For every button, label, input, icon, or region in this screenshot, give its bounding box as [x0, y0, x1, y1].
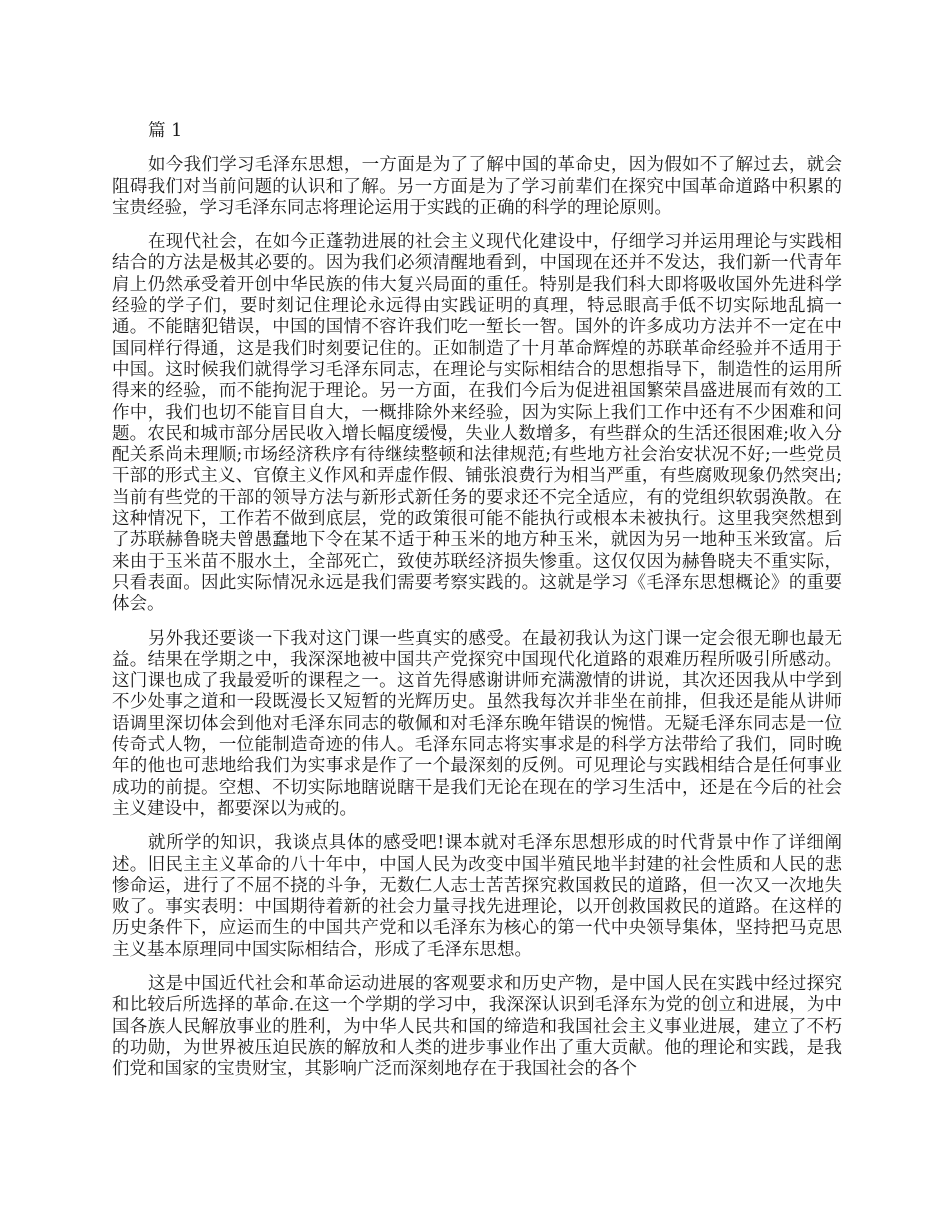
paragraph-5: 这是中国近代社会和革命运动进展的客观要求和历史产物，是中国人民在实践中经过探究和比较后所选择的革命.在这一个学期的学习中，我深深认识到毛泽东为党的创立和进展，为中国各族人民解放事业的胜利，为中华人民共和国的缔造和我国社会主义事业进展，建立了不朽的功勋，为世界被压迫民族的解放和人类的进步事业作出了重大贡献。他的理论和实践，是我们党和国家的宝贵财宝，其影响广泛而深刻地存在于我国社会的各个	[112, 973, 842, 1080]
paragraph-1: 如今我们学习毛泽东思想，一方面是为了了解中国的革命史，因为假如不了解过去，就会阻碍我们对当前问题的认识和了解。另一方面是为了学习前辈们在探究中国革命道路中积累的宝贵经验，学习毛泽东同志将理论运用于实践的正确的科学的理论原则。	[112, 155, 842, 218]
paragraph-3: 另外我还要谈一下我对这门课一些真实的感受。在最初我认为这门课一定会很无聊也最无益。结果在学期之中，我深深地被中国共产党探究中国现代化道路的艰难历程所吸引所感动。这门课也成了我最爱听的课程之一。这首先得感谢讲师充满激情的讲说，其次还因我从中学到不少处事之道和一段既漫长又短暂的光辉历史。虽然我每次并非坐在前排，但我还是能从讲师语调里深切体会到他对毛泽东同志的敬佩和对毛泽东晚年错误的惋惜。无疑毛泽东同志是一位传奇式人物，一位能制造奇迹的伟人。毛泽东同志将实事求是的科学方法带给了我们，同时晚年的他也可悲地给我们为实事求是作了一个最深刻的反例。可见理论与实践相结合是任何事业成功的前提。空想、不切实际地瞎说瞎干是我们无论在现在的学习生活中，还是在今后的社会主义建设中，都要深以为戒的。	[112, 628, 842, 819]
paragraph-4: 就所学的知识，我谈点具体的感受吧!课本就对毛泽东思想形成的时代背景中作了详细阐述。旧民主主义革命的八十年中，中国人民为改变中国半殖民地半封建的社会性质和人民的悲惨命运，进行了不屈不挠的斗争，无数仁人志士苦苦探究救国救民的道路，但一次又一次地失败了。事实表明：中国期待着新的社会力量寻找先进理论，以开创救国救民的道路。在这样的历史条件下，应运而生的中国共产党和以毛泽东为核心的第一代中央领导集体，坚持把马克思主义基本原理同中国实际相结合，形成了毛泽东思想。	[112, 833, 842, 960]
section-heading: 篇 1	[148, 121, 183, 141]
document-body	[112, 121, 842, 1093]
paragraph-2: 在现代社会，在如今正蓬勃进展的社会主义现代化建设中，仔细学习并运用理论与实践相结合的方法是极其必要的。因为我们必须清醒地看到，中国现在还并不发达，我们新一代青年肩上仍然承受着开创中华民族的伟大复兴局面的重任。特别是我们科大即将吸收国外先进科学经验的学子们，要时刻记住理论永远得由实践证明的真理，特忌眼高手低不切实际地乱搞一通。不能瞎犯错误，中国的国情不容许我们吃一堑长一智。国外的许多成功方法并不一定在中国同样行得通，这是我们时刻要记住的。正如制造了十月革命辉煌的苏联革命经验并不适用于中国。这时候我们就得学习毛泽东同志，在理论与实际相结合的思想指导下，制造性的运用所得来的经验，而不能拘泥于理论。另一方面，在我们今后为促进祖国繁荣昌盛进展而有效的工作中，我们也切不能盲目自大，一概排除外来经验，因为实际上我们工作中还有不少困难和问题。农民和城市部分居民收入增长幅度缓慢，失业人数增多，有些群众的生活还很困难;收入分配关系尚未理顺;市场经济秩序有待继续整顿和法律规范;有些地方社会治安状况不好;一些党员干部的形式主义、官僚主义作风和弄虚作假、铺张浪费行为相当严重，有些腐败现象仍然突出;当前有些党的干部的领导方法与新形式新任务的要求还不完全适应，有的党组织软弱涣散。在这种情况下，工作若不做到底层，党的政策很可能不能执行或根本未被执行。这里我突然想到了苏联赫鲁晓夫曾愚蠢地下令在某不适于种玉米的地方种玉米，就因为另一地种玉米致富。后来由于玉米苗不服水土，全部死亡，致使苏联经济损失惨重。这仅仅因为赫鲁晓夫不重实际，只看表面。因此实际情况永远是我们需要考察实践的。这就是学习《毛泽东思想概论》的重要体会。	[112, 232, 842, 615]
